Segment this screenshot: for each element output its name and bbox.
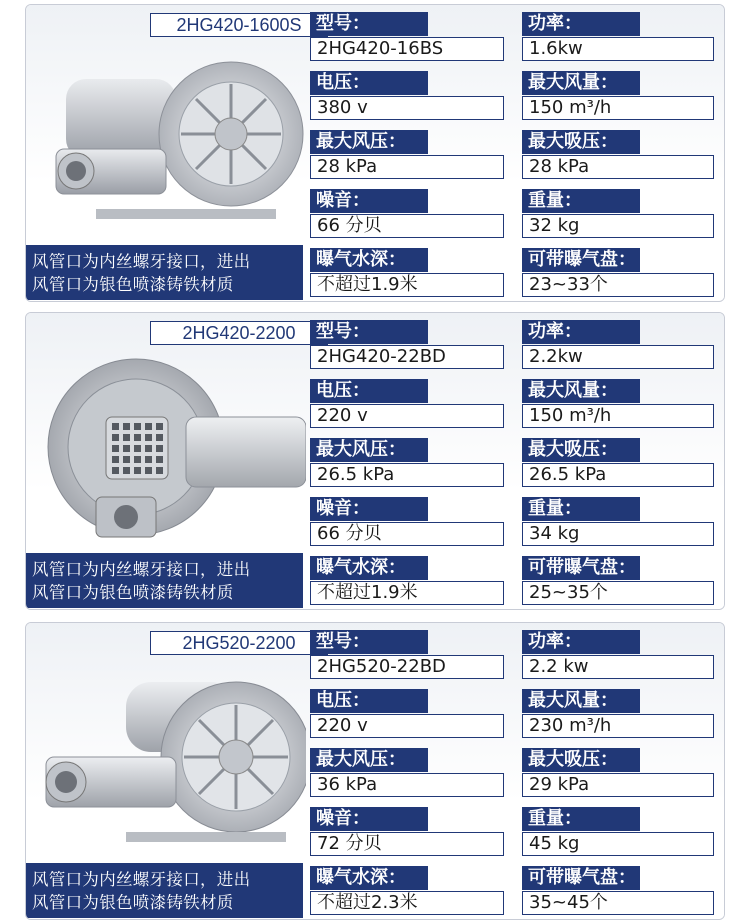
- spec-label: 噪音：: [310, 189, 428, 213]
- spec-label: 可带曝气盘：: [522, 248, 640, 272]
- spec-value: 28 kPa: [522, 155, 714, 179]
- note-box: [26, 863, 303, 918]
- spec-label: 型号：: [310, 320, 428, 344]
- spec-label: 重量：: [522, 497, 640, 521]
- spec-value: 2.2kw: [522, 345, 714, 369]
- spec-label: 电压：: [310, 379, 428, 403]
- spec-label: 最大风压：: [310, 130, 428, 154]
- spec-label: 重量：: [522, 807, 640, 831]
- spec-label: 电压：: [310, 689, 428, 713]
- spec-value: 不超过1.9米: [310, 581, 504, 605]
- note-line: 风管口为内丝螺牙接口，进出: [32, 252, 251, 271]
- model-tag: 2HG420-2200: [150, 321, 328, 345]
- spec-label: 型号：: [310, 630, 428, 654]
- note-line: 风管口为银色喷漆铸铁材质: [32, 583, 234, 602]
- spec-label: 可带曝气盘：: [522, 866, 640, 890]
- spec-value: 150 m³/h: [522, 96, 714, 120]
- spec-value: 29 kPa: [522, 773, 714, 797]
- spec-label: 型号：: [310, 12, 428, 36]
- spec-label: 曝气水深：: [310, 248, 428, 272]
- spec-label: 曝气水深：: [310, 556, 428, 580]
- note-line: 风管口为银色喷漆铸铁材质: [32, 275, 234, 294]
- spec-label: 功率：: [522, 12, 640, 36]
- spec-value: 2.2 kw: [522, 655, 714, 679]
- spec-value: 36 kPa: [310, 773, 504, 797]
- spec-value: 26.5 kPa: [522, 463, 714, 487]
- spec-value: 45 kg: [522, 832, 714, 856]
- spec-label: 最大风量：: [522, 379, 640, 403]
- note-line: 风管口为内丝螺牙接口，进出: [32, 870, 251, 889]
- spec-value: 25~35个: [522, 581, 714, 605]
- spec-value: 2HG420-16BS: [310, 37, 504, 61]
- spec-label: 功率：: [522, 320, 640, 344]
- note-box: [26, 553, 303, 608]
- spec-label: 最大吸压：: [522, 748, 640, 772]
- spec-label: 最大吸压：: [522, 438, 640, 462]
- spec-value: 28 kPa: [310, 155, 504, 179]
- spec-label: 最大吸压：: [522, 130, 640, 154]
- spec-value: 230 m³/h: [522, 714, 714, 738]
- blower-image: [36, 657, 306, 857]
- spec-value: 不超过1.9米: [310, 273, 504, 297]
- spec-label: 噪音：: [310, 497, 428, 521]
- spec-label: 最大风量：: [522, 71, 640, 95]
- spec-value: 32 kg: [522, 214, 714, 238]
- blower-image: [36, 347, 306, 547]
- spec-label: 最大风压：: [310, 438, 428, 462]
- spec-label: 最大风量：: [522, 689, 640, 713]
- spec-label: 重量：: [522, 189, 640, 213]
- note-line: 风管口为银色喷漆铸铁材质: [32, 893, 234, 912]
- blower-image: [36, 39, 306, 239]
- model-tag: 2HG520-2200: [150, 631, 328, 655]
- spec-label: 可带曝气盘：: [522, 556, 640, 580]
- spec-value: 不超过2.3米: [310, 891, 504, 915]
- spec-value: 220 v: [310, 714, 504, 738]
- spec-label: 功率：: [522, 630, 640, 654]
- spec-value: 66 分贝: [310, 522, 504, 546]
- spec-value: 26.5 kPa: [310, 463, 504, 487]
- spec-label: 曝气水深：: [310, 866, 428, 890]
- spec-value: 23~33个: [522, 273, 714, 297]
- spec-value: 35~45个: [522, 891, 714, 915]
- spec-label: 噪音：: [310, 807, 428, 831]
- spec-value: 2HG420-22BD: [310, 345, 504, 369]
- spec-value: 2HG520-22BD: [310, 655, 504, 679]
- spec-value: 34 kg: [522, 522, 714, 546]
- model-tag: 2HG420-1600S: [150, 13, 328, 37]
- note-line: 风管口为内丝螺牙接口，进出: [32, 560, 251, 579]
- spec-label: 最大风压：: [310, 748, 428, 772]
- spec-value: 150 m³/h: [522, 404, 714, 428]
- note-box: [26, 245, 303, 300]
- spec-value: 72 分贝: [310, 832, 504, 856]
- spec-value: 1.6kw: [522, 37, 714, 61]
- spec-value: 220 v: [310, 404, 504, 428]
- spec-value: 66 分贝: [310, 214, 504, 238]
- spec-label: 电压：: [310, 71, 428, 95]
- spec-value: 380 v: [310, 96, 504, 120]
